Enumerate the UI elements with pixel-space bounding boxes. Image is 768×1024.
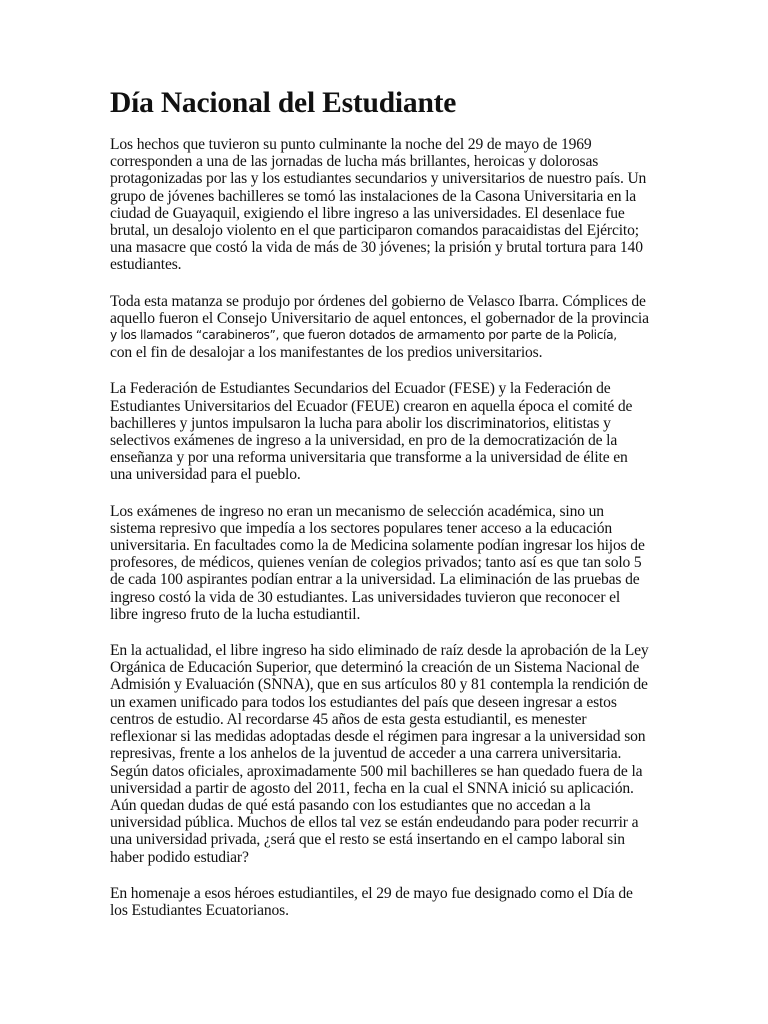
text-line: grupo de jóvenes bachilleres se tomó las instalaciones de la Casona Universitaria en la <box>110 187 637 205</box>
text-line: una universidad privada, ¿será que el resto se está insertando en el campo laboral sin <box>110 831 625 849</box>
text-line: En homenaje a esos héroes estudiantiles, el 29 de mayo fue designado como el Día de <box>110 884 633 902</box>
paragraph-5 <box>110 642 649 866</box>
text-line: reflexionar si las medidas adoptadas desde el régimen para ingresar a la universidad son <box>110 728 646 746</box>
paragraph-2 <box>110 292 649 362</box>
text-line-alt-font: y los llamados “carabineros”, que fueron dotados de armamento por parte de la Policía, <box>110 328 617 343</box>
text-line: brutal, un desalojo violento en el que participaron comandos paracaidistas del Ejército; <box>110 222 639 240</box>
text-line: protagonizadas por las y los estudiantes secundarios y universitarios de nuestro país. Un <box>110 170 647 188</box>
text-line: En la actualidad, el libre ingreso ha sido eliminado de raíz desde la aprobación de la Ley <box>110 642 649 660</box>
text-line: los Estudiantes Ecuatorianos. <box>110 901 289 919</box>
text-line: profesores, de médicos, quienes venían de colegios privados; tanto así es que tan solo 5 <box>110 554 642 572</box>
paragraph-4 <box>110 502 645 623</box>
text-line: aquello fueron el Consejo Universitario de aquel entonces, el gobernador de la provincia <box>110 309 649 327</box>
text-line: ingreso costó la vida de 30 estudiantes. Las universidades tuvieron que reconocer el <box>110 588 621 606</box>
text-line: de cada 100 aspirantes podían entrar a la universidad. La eliminación de las pruebas de <box>110 571 640 589</box>
text-line: La Federación de Estudiantes Secundarios del Ecuador (FESE) y la Federación de <box>110 380 611 398</box>
text-line: Toda esta matanza se produjo por órdenes del gobierno de Velasco Ibarra. Cómplices de <box>110 292 646 310</box>
text-line: haber podido estudiar? <box>110 848 249 866</box>
text-line: Orgánica de Educación Superior, que determinó la creación de un Sistema Nacional de <box>110 659 640 677</box>
text-line: ciudad de Guayaquil, exigiendo el libre ingreso a las universidades. El desenlace fue <box>110 204 625 222</box>
paragraph-1 <box>110 136 647 274</box>
document-page <box>110 84 649 938</box>
text-line: Estudiantes Universitarios del Ecuador (FEUE) crearon en aquella época el comité de <box>110 397 633 415</box>
text-line: selectivos exámenes de ingreso a la universidad, en pro de la democratización de la <box>110 432 618 450</box>
text-line: una universidad para el pueblo. <box>110 466 301 484</box>
text-line: un examen unificado para todos los estudiantes del país que deseen ingresar a estos <box>110 693 617 711</box>
text-line: universidad pública. Muchos de ellos tal vez se están endeudando para poder recurrir a <box>110 814 639 832</box>
text-line: libre ingreso fruto de la lucha estudiantil. <box>110 605 361 623</box>
text-line: Los hechos que tuvieron su punto culminante la noche del 29 de mayo de 1969 <box>110 136 592 153</box>
text-line: estudiantes. <box>110 256 182 274</box>
text-line: bachilleres y juntos impulsaron la lucha para abolir los discriminatorios, elitistas y <box>110 414 611 432</box>
text-line: con el fin de desalojar a los manifestantes de los predios universitarios. <box>110 344 543 362</box>
document-title: Día Nacional del Estudiante <box>110 87 457 119</box>
text-line: centros de estudio. Al recordarse 45 años de esta gesta estudiantil, es menester <box>110 710 587 728</box>
text-line: enseñanza y por una reforma universitaria que transforme a la universidad de élite en <box>110 449 628 467</box>
text-line: sistema represivo que impedía a los sectores populares tener acceso a la educación <box>110 519 613 537</box>
text-line: universidad a partir de agosto del 2011, fecha en la cual el SNNA inició su aplicación. <box>110 779 634 797</box>
text-line: Admisión y Evaluación (SNNA), que en sus artículos 80 y 81 contempla la rendición de <box>110 676 648 694</box>
paragraph-6 <box>110 885 636 919</box>
text-line: Los exámenes de ingreso no eran un mecanismo de selección académica, sino un <box>110 502 604 520</box>
text-line: una masacre que costó la vida de más de 30 jóvenes; la prisión y brutal tortura para 140 <box>110 239 643 257</box>
text-line: represivas, frente a los anhelos de la juventud de acceder a una carrera universitaria. <box>110 745 622 763</box>
text-line: Según datos oficiales, aproximadamente 500 mil bachilleres se han quedado fuera de la <box>110 762 643 780</box>
text-line: corresponden a una de las jornadas de lucha más brillantes, heroicas y dolorosas <box>110 153 599 171</box>
text-line: universitaria. En facultades como la de Medicina solamente podían ingresar los hijos de <box>110 537 645 555</box>
paragraph-3 <box>110 380 636 483</box>
text-line: Aún quedan dudas de qué está pasando con los estudiantes que no accedan a la <box>110 796 591 814</box>
